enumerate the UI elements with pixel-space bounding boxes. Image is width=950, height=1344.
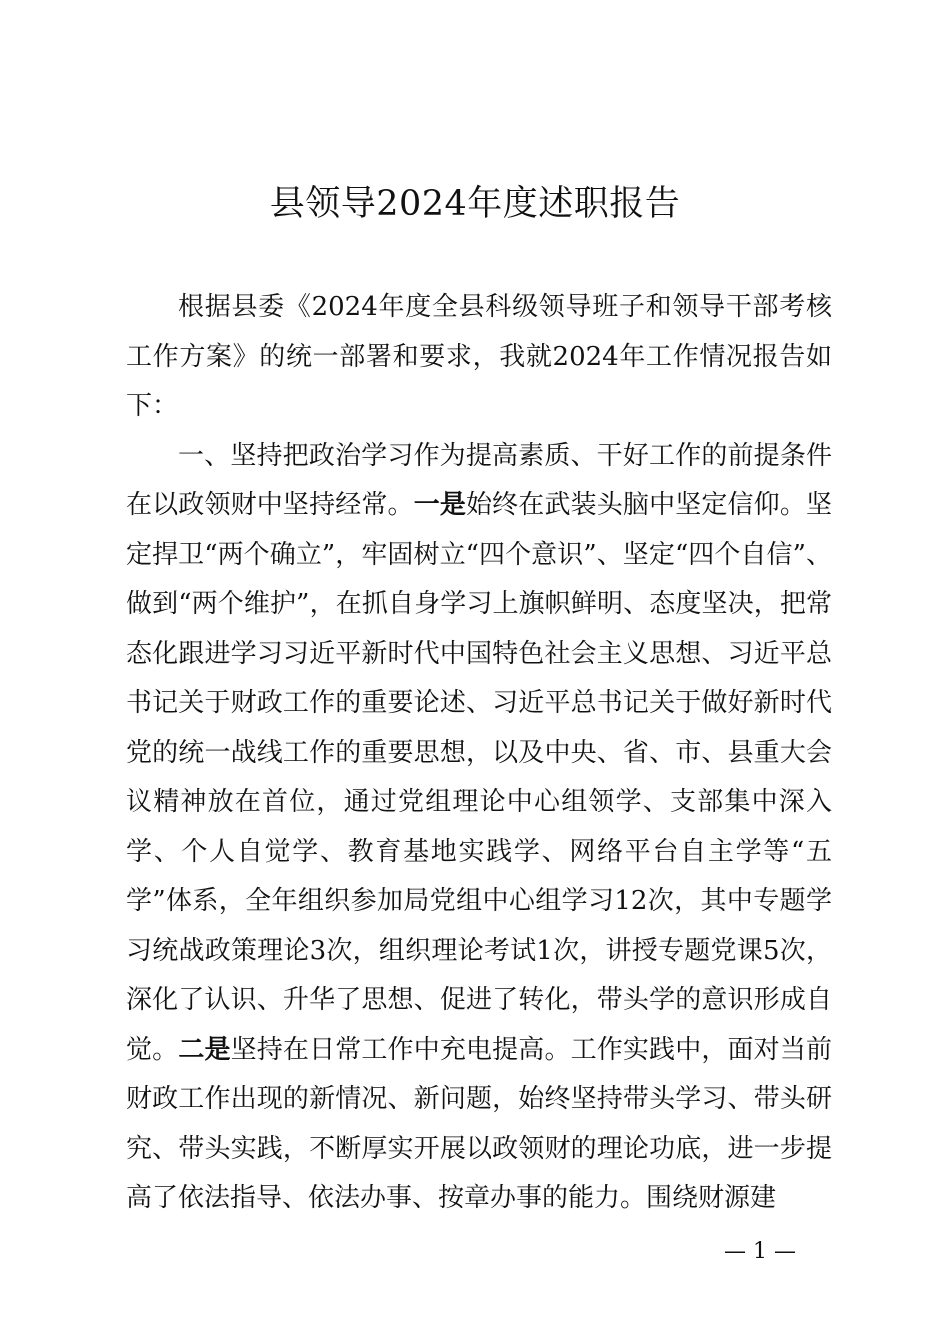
point-one-marker: 一是 — [413, 490, 466, 520]
intro-paragraph: 根据县委《2024年度全县科级领导班子和领导干部考核工作方案》的统一部署和要求，我就2024年工作情况报告如下： — [126, 292, 832, 421]
point-one-text: 始终在武装头脑中坚定信仰。坚定捍卫“两个确立”，牢固树立“四个意识”、坚定“四个自信”、做到“两个维护”，在抓自身学习上旗帜鲜明、态度坚决，把常态化跟进学习习近平新时代中国特色社会主义思想、习近平总书记关于财政工作的重要论述、习近平总书记关于做好新时代党的统一战线工作的重要思想，以及中央、省、市、县重大会议精神放在首位，通过党组理论中心组领学、支部集中深入学、个人自觉学、教育基地实践学、网络平台自主学等“五学”体系，全年组织参加局党组中心组学习12次，其中专题学习统战政策理论3次，组织理论考试1次，讲授专题党课5次，深化了认识、升华了思想、促进了转化，带头学的意识形成自觉。 — [126, 490, 832, 1065]
section-one-paragraph — [126, 432, 832, 1224]
point-two-text: 坚持在日常工作中充电提高。工作实践中，面对当前财政工作出现的新情况、新问题，始终坚持带头学习、带头研究、带头实践，不断厚实开展以政领财的理论功底，进一步提高了依法指导、依法办事、按章办事的能力。围绕财源建 — [126, 1034, 832, 1213]
section-one-heading: 一、坚持把政治学习作为提高素质、干好工作的前提条件在以政领财中坚持经常。 — [126, 440, 832, 520]
page-number: — 1 — — [724, 1239, 796, 1264]
document-body — [126, 283, 832, 1224]
point-two-marker: 二是 — [178, 1034, 231, 1065]
document-title: 县领导2024年度述职报告 — [269, 184, 681, 224]
